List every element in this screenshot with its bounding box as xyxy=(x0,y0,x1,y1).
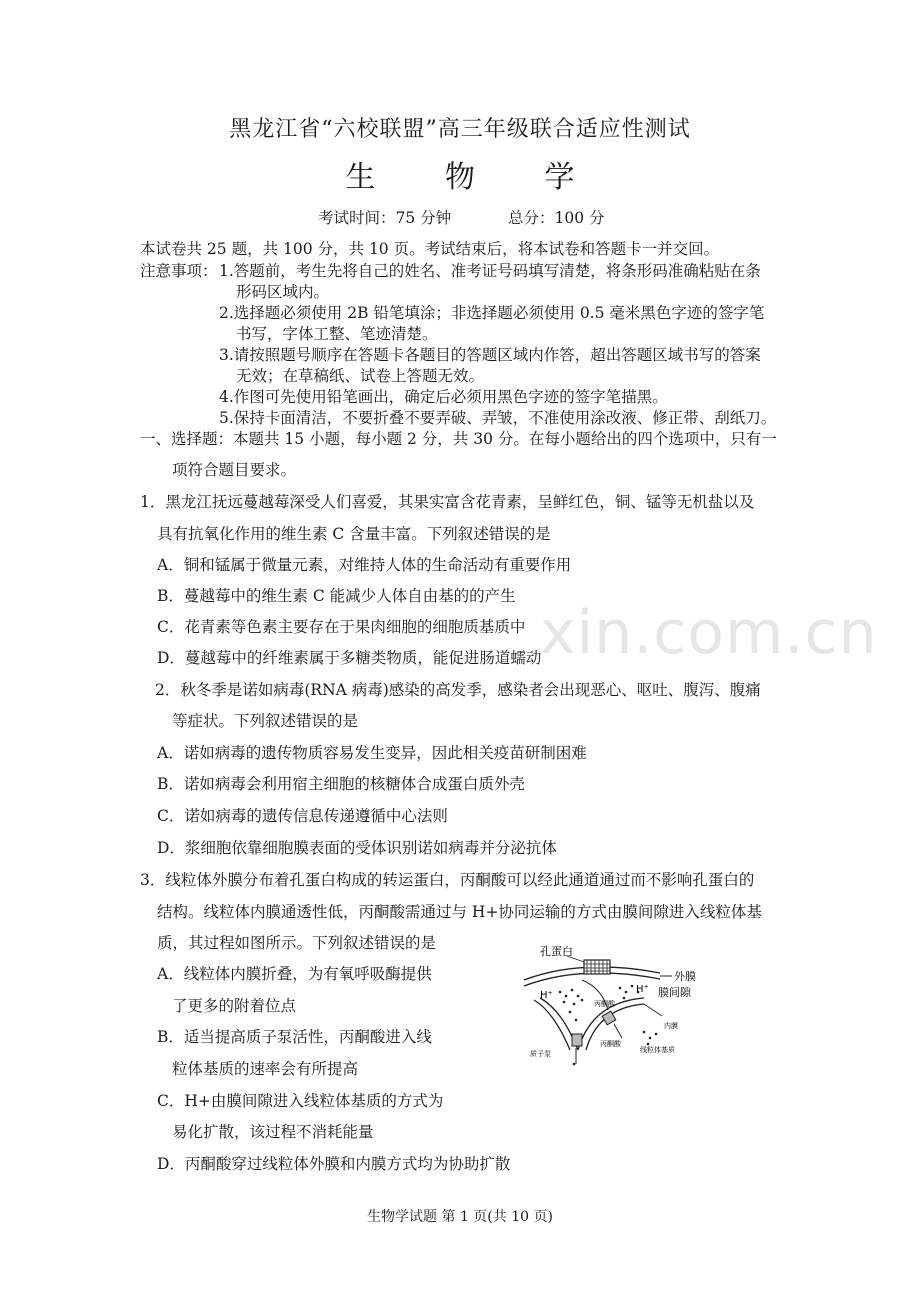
q3-option-c: C．H+由膜间隙进入线粒体基质的方式为 xyxy=(157,1092,444,1110)
total-score: 总分：100 分 xyxy=(508,209,605,227)
note-5: 5.保持卡面清洁，不要折叠不要弄破、弄皱，不准使用涂改液、修正带、刮纸刀。 xyxy=(219,409,777,427)
porin-label: 孔蛋白 xyxy=(540,945,573,958)
matrix-arrow xyxy=(614,1024,622,1038)
note-1: 1.答题前，考生先将自己的姓名、准考证号码填写清楚，将条形码准确粘贴在条 xyxy=(219,262,761,280)
note-1-cont: 形码区域内。 xyxy=(236,283,330,301)
section-heading-cont: 项符合题目要求。 xyxy=(172,461,297,479)
q3-option-d: D．丙酮酸穿过线粒体外膜和内膜方式均为协助扩散 xyxy=(157,1155,511,1173)
intermembrane-label: 膜间隙 xyxy=(658,986,691,999)
inner-membrane-pointer xyxy=(644,1004,662,1016)
matrix-label: 线粒体基质 xyxy=(640,1046,675,1054)
q2-stem: 2．秋冬季是诺如病毒(RNA 病毒)感染的高发季，感染者会出现恶心、呕吐、腹泻、腹痛 xyxy=(155,681,761,699)
section-heading: 一、选择题：本题共 15 小题，每小题 2 分，共 30 分。在每小题给出的四个选项中，只有一 xyxy=(140,430,777,448)
q1-stem-cont: 具有抗氧化作用的维生素 C 含量丰富。下列叙述错误的是 xyxy=(157,525,551,543)
q3-stem-cont-2: 质，其过程如图所示。下列叙述错误的是 xyxy=(157,934,437,952)
q2-option-b: B．诺如病毒会利用宿主细胞的核糖体合成蛋白质外壳 xyxy=(157,775,525,793)
note-2-cont: 书写，字体工整、笔迹清楚。 xyxy=(236,325,438,343)
q2-stem-cont: 等症状。下列叙述错误的是 xyxy=(172,712,359,730)
q1-option-d: D．蔓越莓中的纤维素属于多糖类物质，能促进肠道蠕动 xyxy=(157,649,542,667)
h-plus-right-label: H⁺ xyxy=(636,984,649,995)
inner-membrane-label: 内膜 xyxy=(664,1022,678,1030)
note-3: 3.请按照题号顺序在答题卡各题目的答题区域内作答，超出答题区域书写的答案 xyxy=(219,346,761,364)
q3-stem-cont: 结构。线粒体内膜通透性低，丙酮酸需通过与 H+协同运输的方式由膜间隙进入线粒体基 xyxy=(157,903,762,921)
exam-time: 考试时间：75 分钟 xyxy=(318,209,452,227)
outer-membrane-label: 外膜 xyxy=(674,970,696,983)
mitochondria-figure xyxy=(512,940,712,1070)
subject-title: 生 物 学 xyxy=(345,160,605,195)
q3-option-a: A．线粒体内膜折叠，为有氧呼吸酶提供 xyxy=(157,965,432,983)
q2-option-a: A．诺如病毒的遗传物质容易发生变异，因此相关疫苗研制困难 xyxy=(157,744,587,762)
pyruvate-top-label: 丙酮酸 xyxy=(594,1000,615,1008)
q3-option-b: B．适当提高质子泵活性，丙酮酸进入线 xyxy=(157,1028,432,1046)
note-2: 2.选择题必须使用 2B 铅笔填涂；非选择题必须使用 0.5 毫米黑色字迹的签字笔 xyxy=(219,304,765,322)
q3-stem: 3．线粒体外膜分布着孔蛋白构成的转运蛋白，丙酮酸可以经此通道通过而不影响孔蛋白的 xyxy=(140,871,755,889)
proton-pump-label: 质子泵 xyxy=(530,1050,551,1058)
q2-option-d: D．浆细胞依靠细胞膜表面的受体识别诺如病毒并分泌抗体 xyxy=(157,839,557,857)
note-4: 4.作图可先使用铅笔画出，确定后必须用黑色字迹的签字笔描黑。 xyxy=(219,388,668,406)
q1-option-b: B．蔓越莓中的维生素 C 能减少人体自由基的的产生 xyxy=(157,587,516,605)
page-footer: 生物学试题 第 1 页(共 10 页) xyxy=(367,1209,553,1225)
q3-option-c-cont: 易化扩散，该过程不消耗能量 xyxy=(172,1123,374,1141)
pyruvate-bottom-label: 丙酮酸 xyxy=(600,1040,621,1048)
q3-option-a-cont: 了更多的附着位点 xyxy=(172,997,297,1015)
notes-label: 注意事项： xyxy=(140,262,218,280)
exam-title: 黑龙江省“六校联盟”高三年级联合适应性测试 xyxy=(229,117,691,142)
proton-pump-shape xyxy=(572,1034,582,1046)
h-plus-left-label: H⁺ xyxy=(540,990,553,1001)
q1-stem: 1．黑龙江抚远蔓越莓深受人们喜爱，其果实富含花青素，呈鲜红色，铜、锰等无机盐以及 xyxy=(140,493,755,511)
q1-option-a: A．铜和锰属于微量元素，对维持人体的生命活动有重要作用 xyxy=(157,556,572,574)
q2-option-c: C．诺如病毒的遗传信息传递遵循中心法则 xyxy=(157,807,448,825)
intro-text: 本试卷共 25 题，共 100 分，共 10 页。考试结束后，将本试卷和答题卡一并交回。 xyxy=(140,240,720,258)
q3-option-b-cont: 粒体基质的速率会有所提高 xyxy=(172,1060,359,1078)
note-3-cont: 无效；在草稿纸、试卷上答题无效。 xyxy=(236,367,485,385)
q1-option-c: C．花青素等色素主要存在于果肉细胞的细胞质基质中 xyxy=(157,618,526,636)
watermark: xin.com.cn xyxy=(540,598,878,668)
porin-shape xyxy=(584,960,610,974)
